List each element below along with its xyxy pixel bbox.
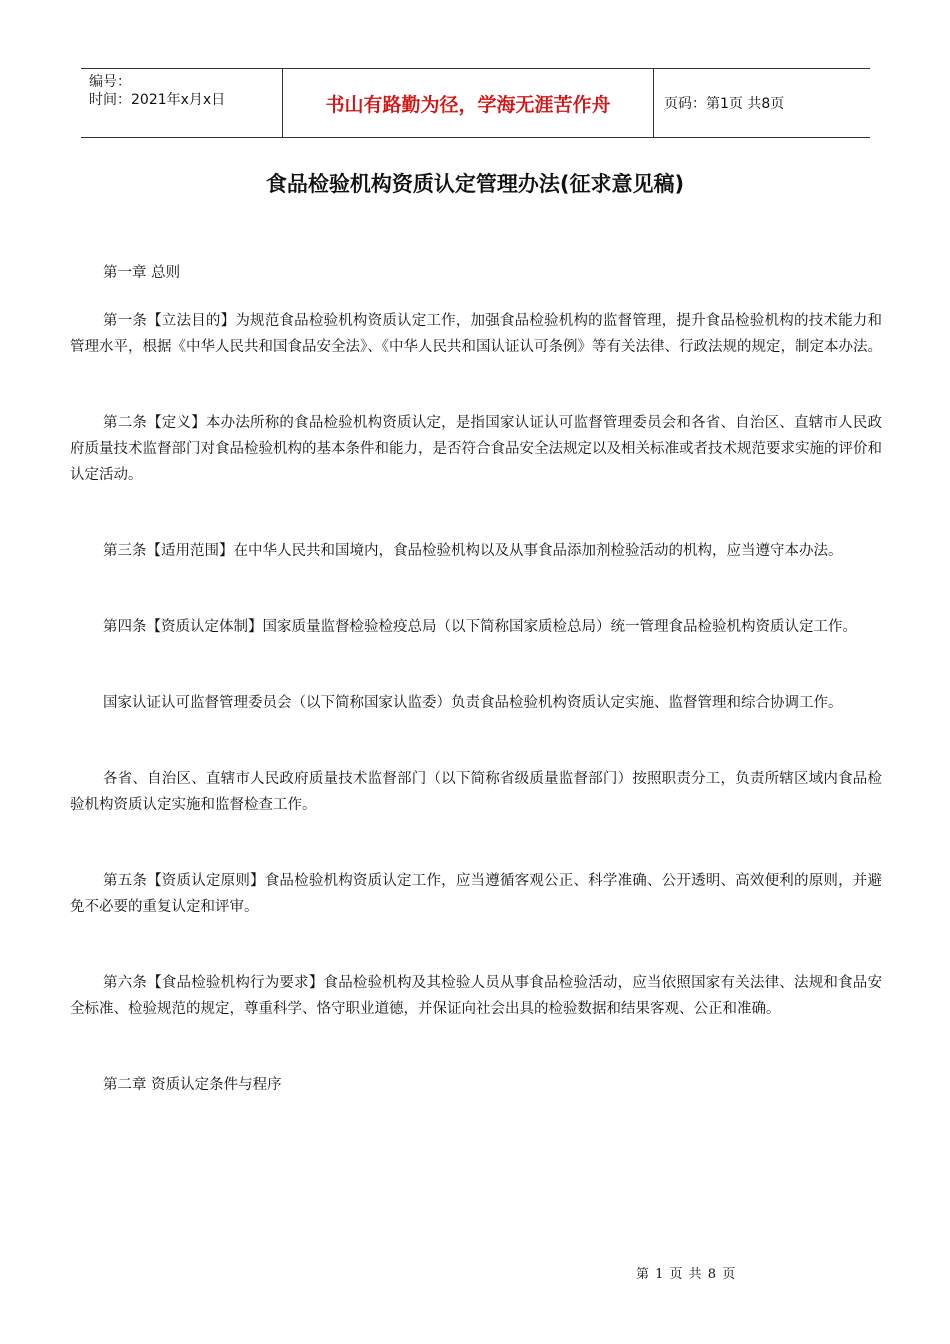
article-4-para-2: 国家认证认可监督管理委员会（以下简称国家认监委）负责食品检验机构资质认定实施、监督管理和综合协调工作。 — [103, 695, 843, 711]
header-page-label: 页码：第1页 共8页 — [664, 96, 785, 112]
motto-cell — [282, 69, 654, 137]
time-label: 时间：2021年x月x日 — [89, 92, 226, 108]
number-label: 编号： — [89, 74, 131, 90]
article-3: 第三条【适用范围】在中华人民共和国境内，食品检验机构以及从事食品添加剂检验活动的机构，应当遵守本办法。 — [103, 543, 843, 559]
article-2: 第二条【定义】本办法所称的食品检验机构资质认定，是指国家认证认可监督管理委员会和各省、自治区、直辖市人民政府质量技术监督部门对食品检验机构的基本条件和能力，是否符合食品安全法规定以及相关标准或者技术规范要求实施的评价和认定活动。 — [70, 415, 882, 483]
chapter-heading: 第二章 资质认定条件与程序 — [103, 1077, 282, 1093]
header-meta-cell — [81, 69, 282, 137]
motto-text: 书山有路勤为径，学海无涯苦作舟 — [325, 93, 611, 116]
footer-page-number: 第 1 页 共 8 页 — [636, 1267, 737, 1282]
article-6: 第六条【食品检验机构行为要求】食品检验机构及其检验人员从事食品检验活动，应当依照国家有关法律、法规和食品安全标准、检验规范的规定，尊重科学、恪守职业道德，并保证向社会出具的检验数据和结果客观、公正和准确。 — [70, 975, 882, 1017]
document-title: 食品检验机构资质认定管理办法(征求意见稿) — [265, 172, 685, 196]
article-1: 第一条【立法目的】为规范食品检验机构资质认定工作，加强食品检验机构的监督管理，提升食品检验机构的技术能力和管理水平，根据《中华人民共和国食品安全法》、《中华人民共和国认证认可条例》等有关法律、行政法规的规定，制定本办法。 — [70, 313, 882, 355]
article-5: 第五条【资质认定原则】食品检验机构资质认定工作，应当遵循客观公正、科学准确、公开透明、高效便利的原则，并避免不必要的重复认定和评审。 — [70, 873, 882, 915]
header-table — [81, 68, 870, 138]
page-cell — [654, 69, 870, 137]
article-4-para-3: 各省、自治区、直辖市人民政府质量技术监督部门（以下简称省级质量监督部门）按照职责分工，负责所辖区域内食品检验机构资质认定实施和监督检查工作。 — [70, 771, 882, 813]
document-body — [70, 260, 882, 1098]
chapter-heading: 第一章 总则 — [103, 265, 181, 281]
article-4: 第四条【资质认定体制】国家质量监督检验检疫总局（以下简称国家质检总局）统一管理食品检验机构资质认定工作。 — [103, 619, 857, 635]
